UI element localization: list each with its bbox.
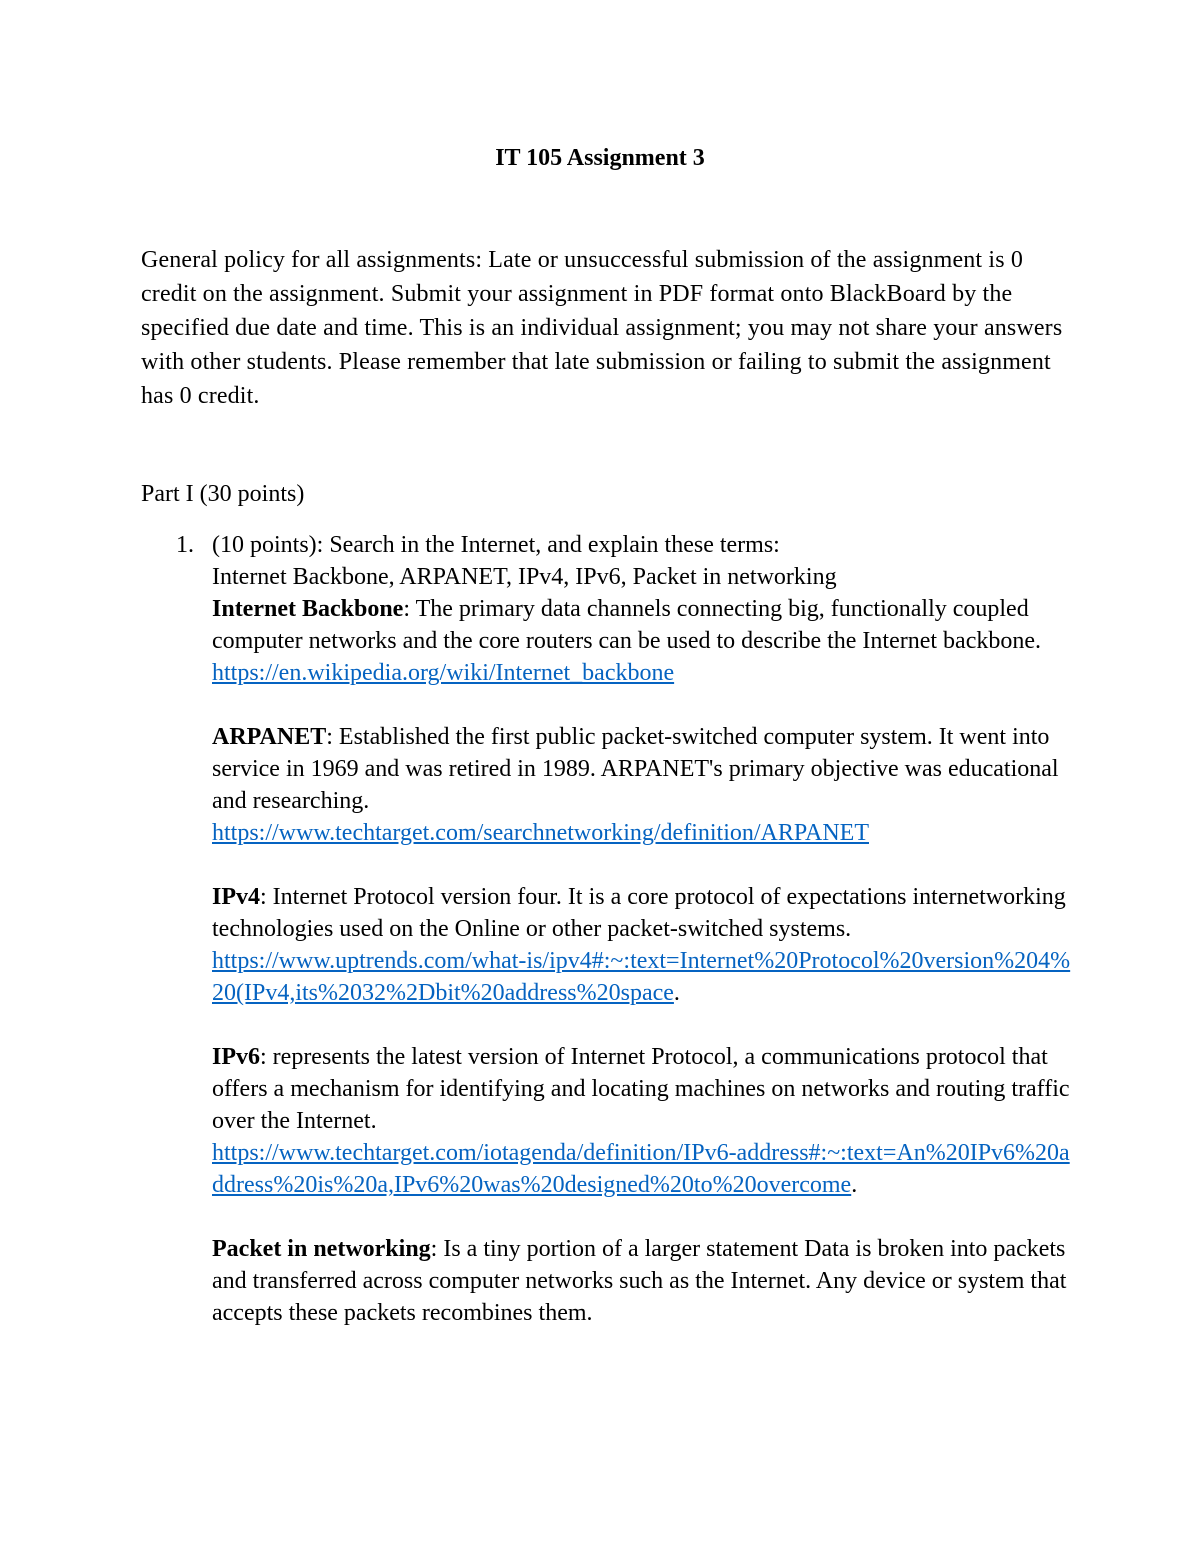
reference-link[interactable]: https://www.uptrends.com/what-is/ipv4#:~:text=Internet%20Protocol%20version%204%20(IPv4,its%2032%2Dbit%20address%20space	[212, 948, 1071, 1006]
answer-definition: : Internet Protocol version four. It is a core protocol of expectations internetworking technologies used on the Online or other packet-switched systems.	[212, 884, 1066, 942]
reference-link[interactable]: https://www.techtarget.com/iotagenda/definition/IPv6-address#:~:text=An%20IPv6%20address%20is%20a,IPv6%20was%20designed%20to%20overcome	[212, 1140, 1070, 1198]
question-terms-list: Internet Backbone, ARPANET, IPv4, IPv6, Packet in networking	[212, 564, 837, 590]
answer-reference	[212, 817, 1072, 849]
answer-reference	[212, 1137, 1072, 1201]
answer-text	[212, 1041, 1072, 1137]
answer-term: ARPANET	[212, 724, 327, 750]
answer-definition: : represents the latest version of Internet Protocol, a communications protocol that offers a mechanism for identifying and locating machines on networks and routing traffic over the Internet.	[212, 1044, 1070, 1134]
reference-link[interactable]: https://www.techtarget.com/searchnetworking/definition/ARPANET	[212, 820, 869, 846]
spacer	[212, 1009, 1072, 1041]
answer-arpanet	[212, 721, 1072, 849]
answer-definition: : Is a tiny portion of a larger statement Data is broken into packets and transferred across computer networks such as the Internet. Any device or system that accepts these packets recombines them.	[212, 1236, 1067, 1326]
answer-text	[212, 593, 1072, 657]
answer-packet-in-networking	[212, 1233, 1072, 1329]
answer-internet-backbone	[212, 593, 1072, 689]
question-number: 1.	[176, 532, 194, 558]
answer-definition: : The primary data channels connecting big, functionally coupled computer networks and the core routers can be used to describe the Internet backbone.	[212, 596, 1042, 654]
question-body	[212, 529, 1072, 1329]
document-title: IT 105 Assignment 3	[495, 145, 705, 171]
part-heading: Part I (30 points)	[141, 481, 305, 507]
answer-reference	[212, 945, 1072, 1009]
answer-ipv4	[212, 881, 1072, 1009]
link-suffix: .	[673, 980, 680, 1006]
answer-text	[212, 721, 1072, 817]
spacer	[212, 689, 1072, 721]
link-suffix: .	[851, 1172, 858, 1198]
reference-link[interactable]: https://en.wikipedia.org/wiki/Internet_backbone	[212, 660, 675, 686]
answer-term: IPv4	[212, 884, 260, 910]
answer-text	[212, 1233, 1072, 1329]
answer-text	[212, 881, 1072, 945]
answer-definition: : Established the first public packet-switched computer system. It went into service in 1969 and was retired in 1989. ARPANET's primary objective was educational and researching.	[212, 724, 1059, 814]
question-prompt: (10 points): Search in the Internet, and explain these terms:	[212, 532, 780, 558]
answer-ipv6	[212, 1041, 1072, 1201]
answer-reference	[212, 657, 1072, 689]
answer-term: Packet in networking	[212, 1236, 431, 1262]
answer-term: Internet Backbone	[212, 596, 404, 622]
answer-term: IPv6	[212, 1044, 260, 1070]
spacer	[212, 1201, 1072, 1233]
general-policy-paragraph: General policy for all assignments: Late or unsuccessful submission of the assignment is 0 credit on the assignment. Submit your assignment in PDF format onto BlackBoard by the specified due date and time. This is an individual assignment; you may not share your answers with other students. Please remember that late submission or failing to submit the assignment has 0 credit.	[141, 247, 1063, 409]
spacer	[212, 849, 1072, 881]
